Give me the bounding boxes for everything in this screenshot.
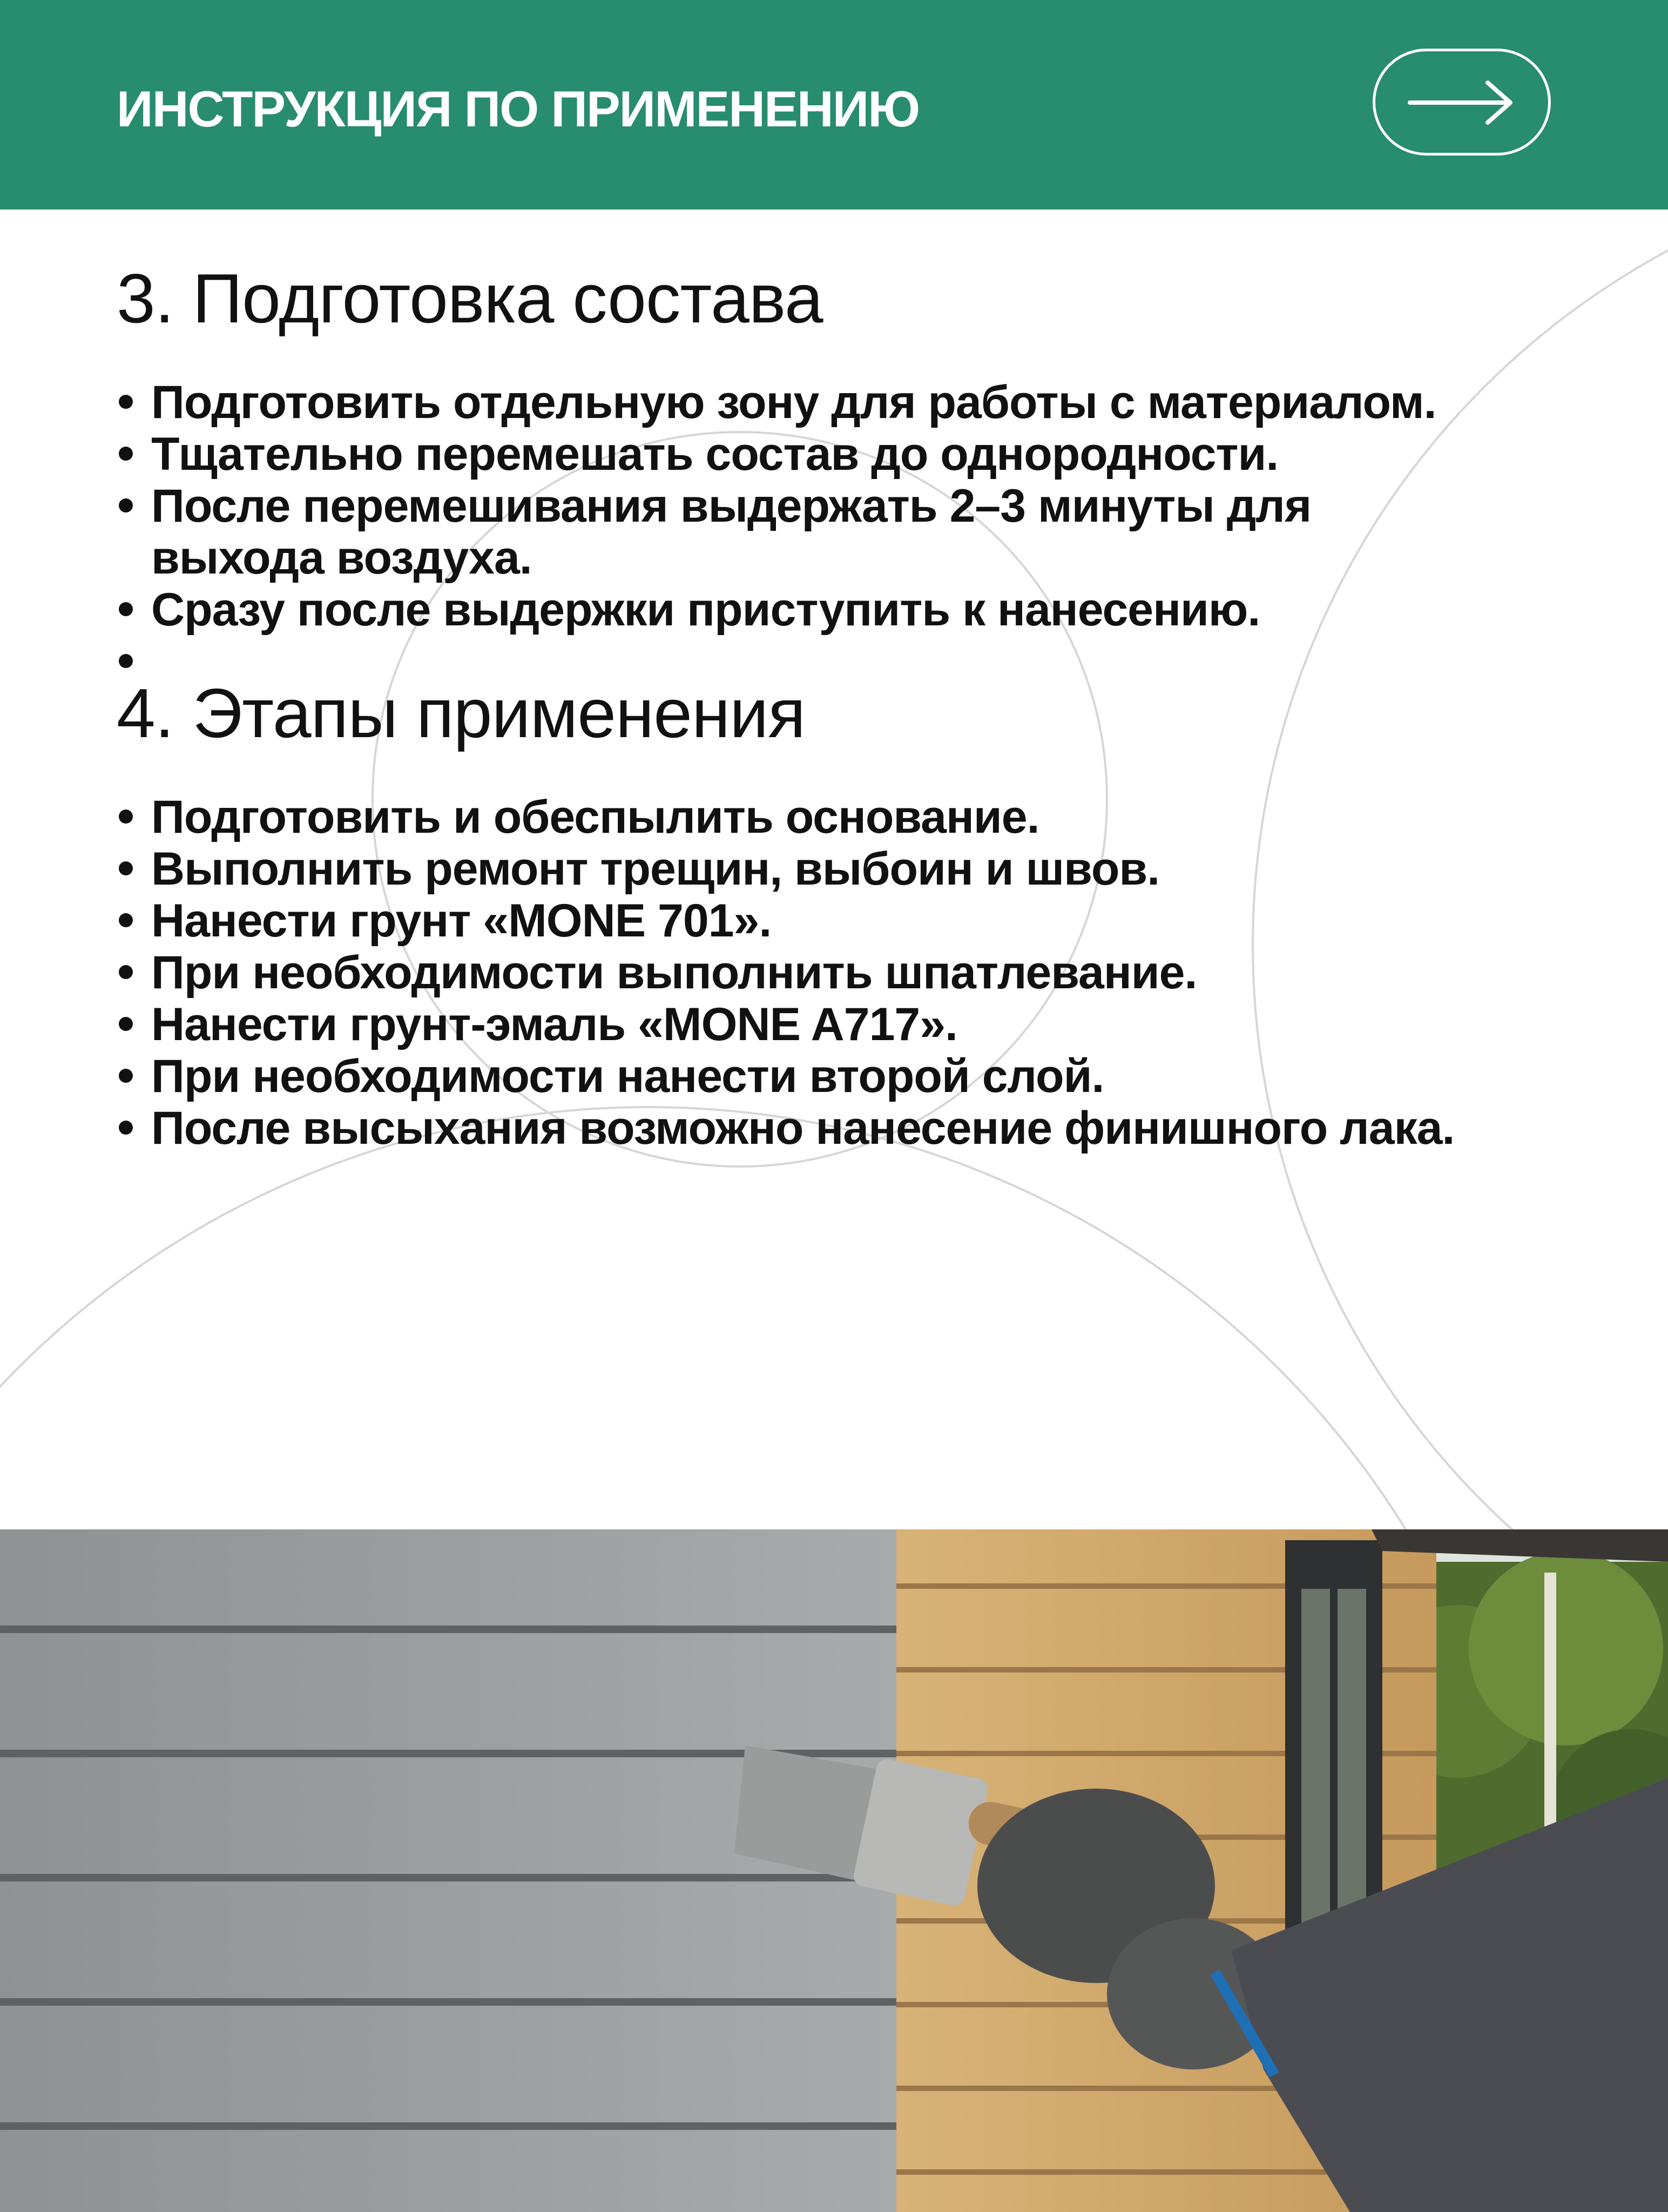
list-item: Подготовить и обеспылить основание. xyxy=(117,791,1639,843)
list-item: Тщательно перемешать состав до однородности. xyxy=(117,428,1639,480)
section-heading-application: 4. Этапы применения xyxy=(117,675,806,752)
list-item xyxy=(117,636,1639,687)
list-item: После высыхания возможно нанесение финишного лака. xyxy=(117,1102,1639,1154)
list-item: При необходимости нанести второй слой. xyxy=(117,1050,1639,1102)
next-button[interactable] xyxy=(1373,49,1551,156)
painting-photo xyxy=(0,1529,1668,2212)
list-item: После перемешивания выдержать 2–3 минуты для xyxy=(117,480,1639,532)
application-steps-list xyxy=(117,791,1639,1154)
list-item: Нанести грунт-эмаль «MONE A717». xyxy=(117,999,1639,1050)
header-bar xyxy=(0,0,1668,210)
section-heading-preparation: 3. Подготовка состава xyxy=(117,260,823,338)
preparation-list xyxy=(117,376,1639,687)
page-title: ИНСТРУКЦИЯ ПО ПРИМЕНЕНИЮ xyxy=(117,80,920,137)
list-item: Подготовить отдельную зону для работы с материалом. xyxy=(117,376,1639,428)
list-item: При необходимости выполнить шпатлевание. xyxy=(117,947,1639,999)
list-item: Нанести грунт «MONE 701». xyxy=(117,895,1639,947)
instructions xyxy=(117,260,1639,1154)
list-item: Выполнить ремонт трещин, выбоин и швов. xyxy=(117,843,1639,895)
arrow-right-icon xyxy=(1408,78,1516,127)
list-item: выхода воздуха. xyxy=(151,532,532,584)
list-item: Сразу после выдержки приступить к нанесению. xyxy=(117,584,1639,636)
